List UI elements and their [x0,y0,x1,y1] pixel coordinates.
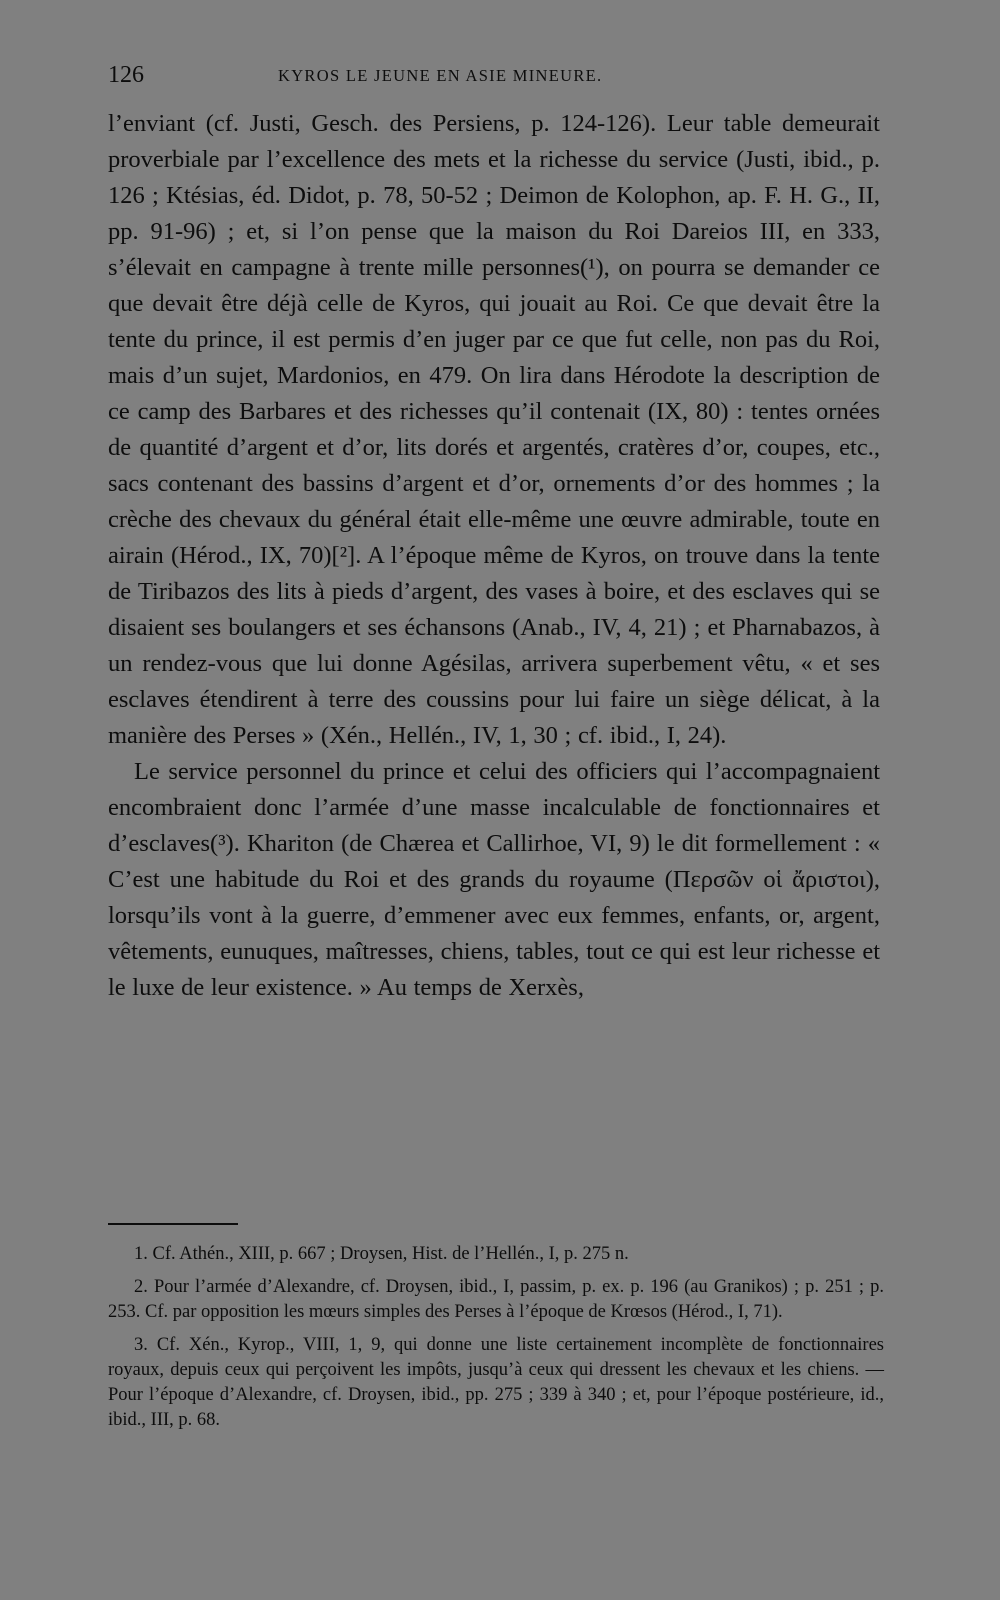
paragraph-2: Le service personnel du prince et celui des officiers qui l’accompagnaient encombraient donc l’armée d’une masse incalculable de fonctionnaires et d’esclaves(³). Khariton (de Chærea et Callirhoe, VI, 9) le dit formellement : « C’est une habitude du Roi et des grands du royaume (Περσῶν οἱ ἄριστοι), lorsqu’ils vont à la guerre, d’emmener avec eux femmes, enfants, or, argent, vêtements, eunuques, maîtresses, chiens, tables, tout ce qui est leur richesse et le luxe de leur existence. » Au temps de Xerxès, [108,758,880,1001]
footnote-separator [108,1223,238,1225]
running-title: KYROS LE JEUNE EN ASIE MINEURE. [278,66,603,85]
page-number: 126 [108,62,144,88]
footnote-2: 2. Pour l’armée d’Alexandre, cf. Droysen, ibid., I, passim, p. ex. p. 196 (au Granikos) ; p. 251 ; p. 253. Cf. par opposition les mœurs simples des Perses à l’époque de Krœsos (Hérod., I, 71). [108,1277,884,1322]
footnotes [108,1242,884,1441]
paragraph-1: l’enviant (cf. Justi, Gesch. des Persiens, p. 124-126). Leur table demeurait proverbiale par l’excellence des mets et la richesse du service (Justi, ibid., p. 126 ; Ktésias, éd. Didot, p. 78, 50-52 ; Deimon de Kolophon, ap. F. H. G., II, pp. 91-96) ; et, si l’on pense que la maison du Roi Dareios III, en 333, s’élevait en campagne à trente mille personnes(¹), on pourra se demander ce que devait être déjà celle de Kyros, qui jouait au Roi. Ce que devait être la tente du prince, il est permis d’en juger par ce que fut celle, non pas du Roi, mais d’un sujet, Mardonios, en 479. On lira dans Hérodote la description de ce camp des Barbares et des richesses qu’il contenait (IX, 80) : tentes ornées de quantité d’argent et d’or, lits dorés et argentés, cratères d’or, coupes, etc., sacs contenant des bassins d’argent et d’or, ornements d’or des hommes ; la crèche des chevaux du général était elle-même une œuvre admirable, toute en airain (Hérod., IX, 70)[²]. A l’époque même de Kyros, on trouve dans la tente de Tiribazos des lits à pieds d’argent, des vases à boire, et des esclaves qui se disaient ses boulangers et ses échansons (Anab., IV, 4, 21) ; et Pharnabazos, à un rendez-vous que lui donne Agésilas, arrivera superbement vêtu, « et ses esclaves étendirent à terre des coussins pour lui faire un siège délicat, à la manière des Perses » (Xén., Hellén., IV, 1, 30 ; cf. ibid., I, 24). [108,110,880,749]
main-text [108,106,880,1006]
footnote-1: 1. Cf. Athén., XIII, p. 667 ; Droysen, Hist. de l’Hellén., I, p. 275 n. [134,1244,629,1264]
footnote-3: 3. Cf. Xén., Kyrop., VIII, 1, 9, qui donne une liste certainement incomplète de fonctionnaires royaux, depuis ceux qui perçoivent les impôts, jusqu’à ceux qui dressent les chevaux et les chiens. — Pour l’époque d’Alexandre, cf. Droysen, ibid., pp. 275 ; 339 à 340 ; et, pour l’époque postérieure, id., ibid., III, p. 68. [108,1335,884,1430]
page-header [108,62,868,90]
